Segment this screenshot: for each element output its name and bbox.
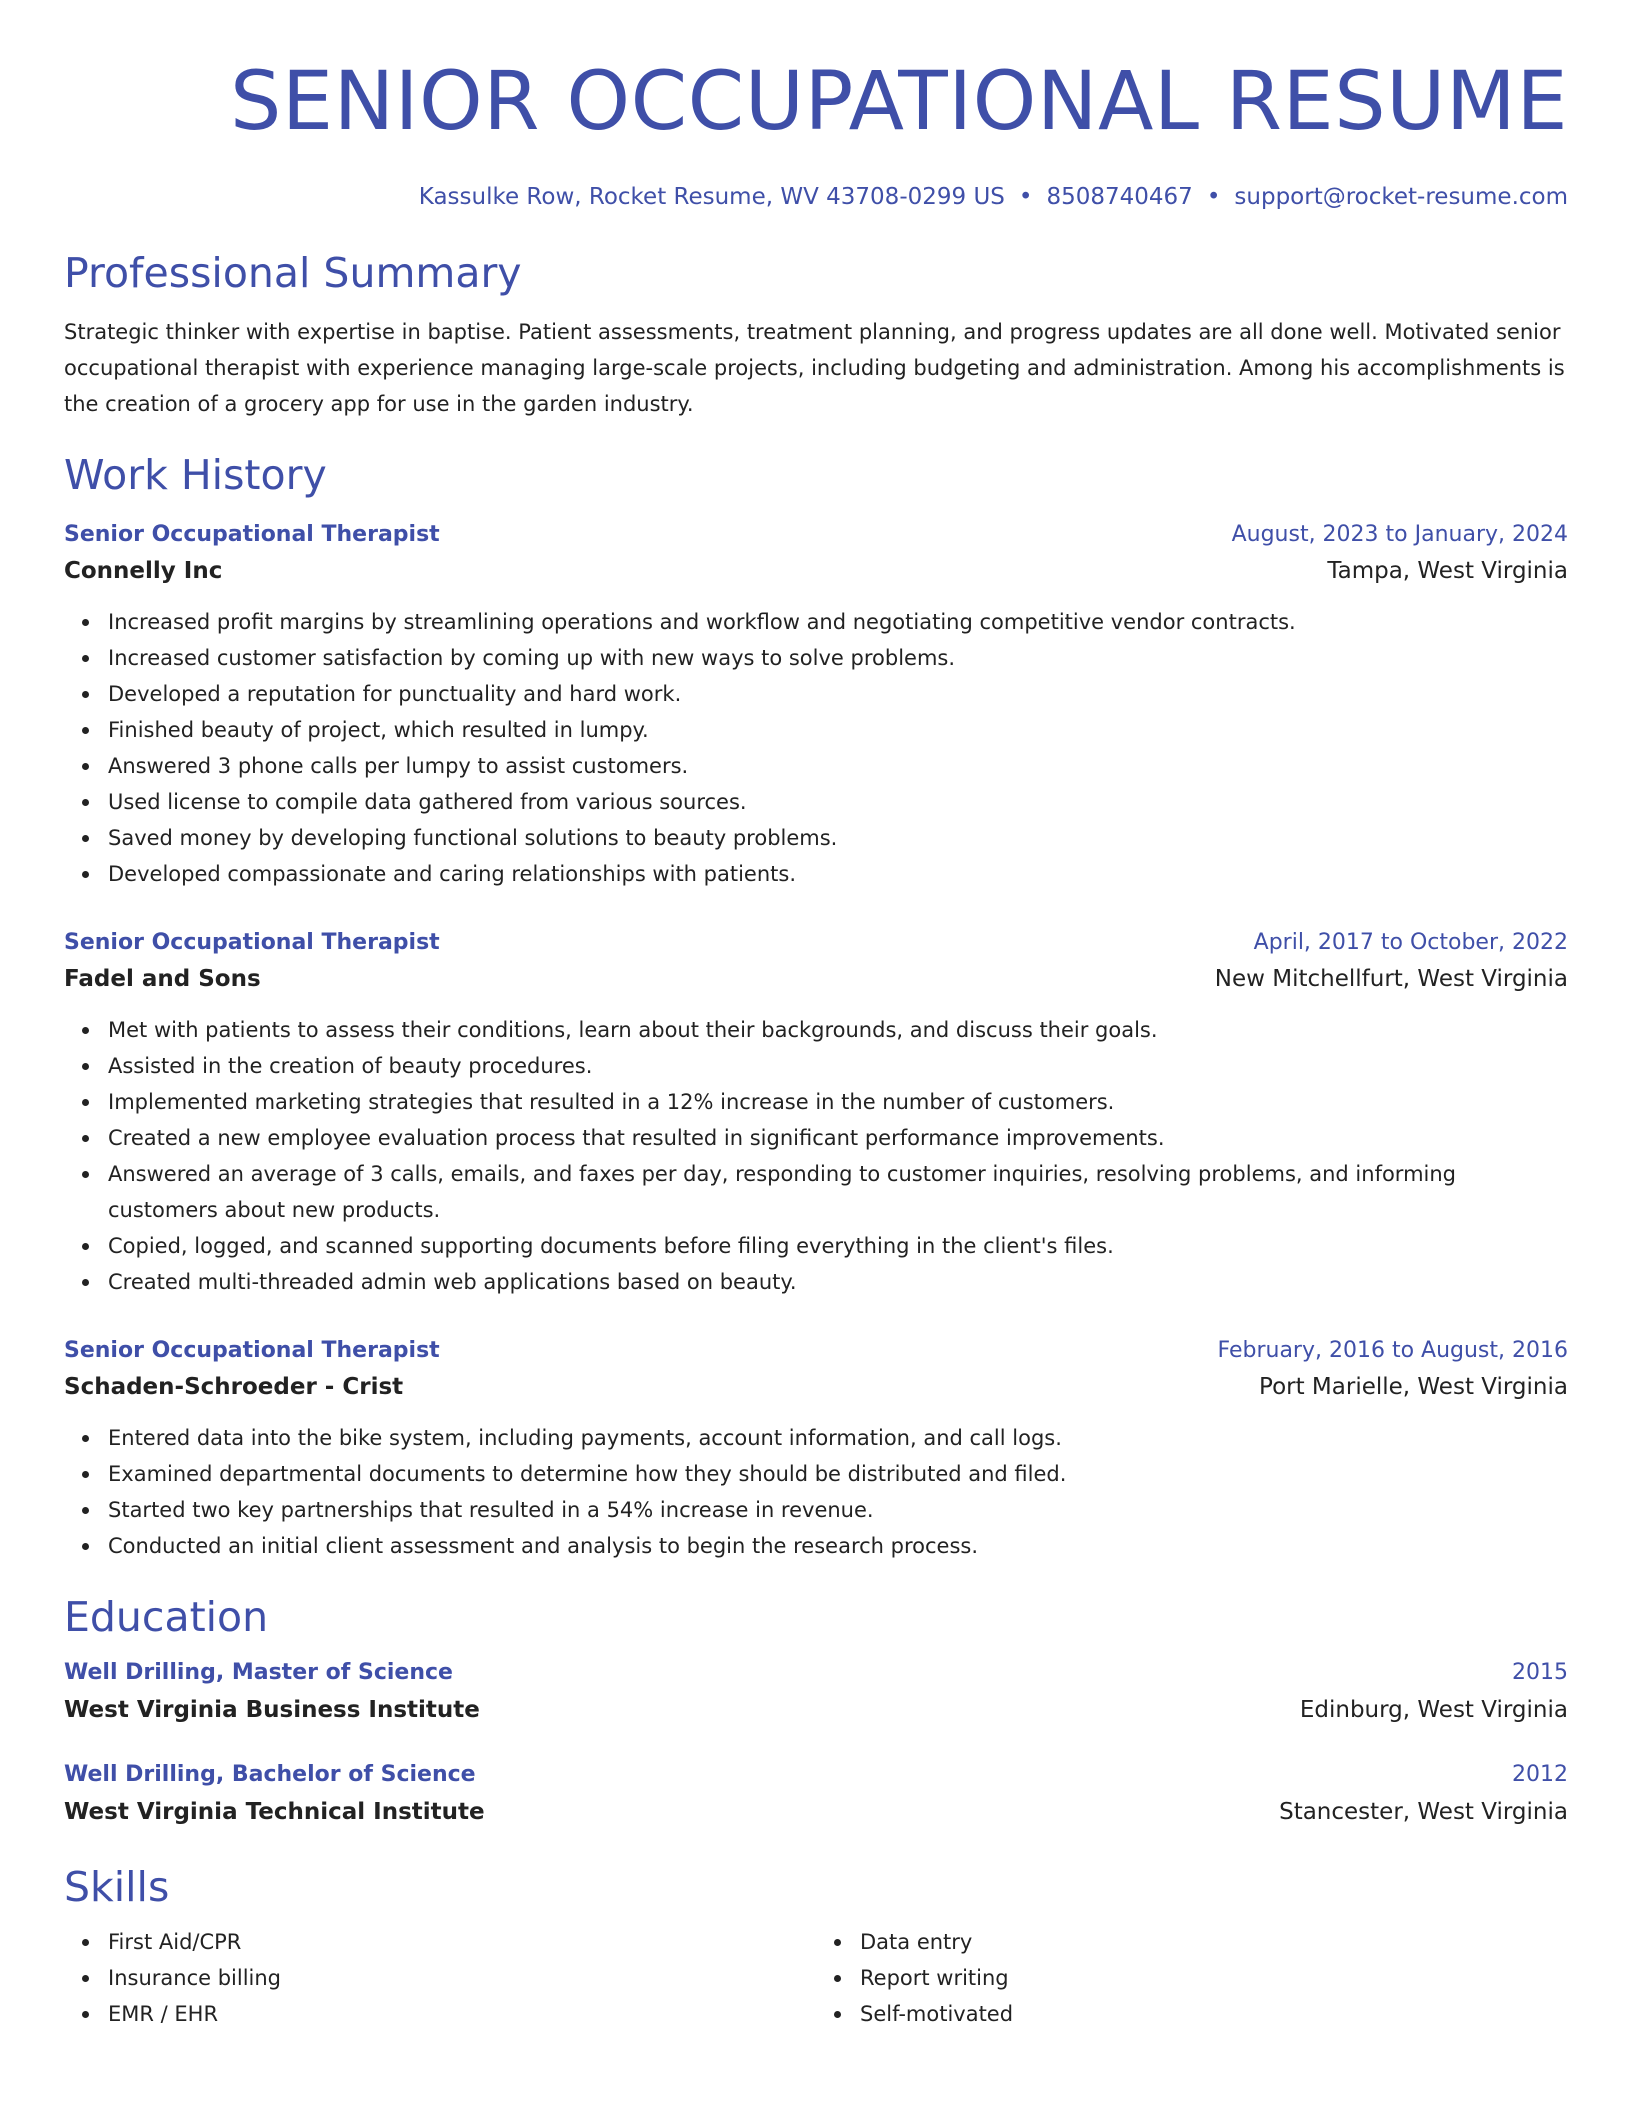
job-bullet: Implemented marketing strategies that resulted in a 12% increase in the number of customers. xyxy=(108,1084,1568,1120)
job-bullet: Met with patients to assess their conditions, learn about their backgrounds, and discuss their goals. xyxy=(108,1012,1568,1048)
job-location: Tampa, West Virginia xyxy=(1327,558,1568,584)
education-degree: Well Drilling, Master of Science xyxy=(64,1660,453,1685)
job-location: Port Marielle, West Virginia xyxy=(1259,1374,1568,1400)
job-employer: Fadel and Sons xyxy=(64,966,261,992)
skill-item: Insurance billing xyxy=(108,1960,816,1996)
education-school: West Virginia Technical Institute xyxy=(64,1799,485,1825)
skills-grid xyxy=(64,1924,1568,2032)
education-year: 2012 xyxy=(1512,1762,1568,1787)
education-heading: Education xyxy=(64,1593,269,1641)
job-bullet: Examined departmental documents to determine how they should be distributed and filed. xyxy=(108,1456,1568,1492)
job-bullet: Created a new employee evaluation process that resulted in significant performance improvements. xyxy=(108,1120,1568,1156)
resume-name: SENIOR OCCUPATIONAL RESUME xyxy=(229,55,1568,149)
job-bullets xyxy=(64,604,1568,892)
contact-separator: • xyxy=(1206,184,1221,210)
job-dates: April, 2017 to October, 2022 xyxy=(1253,930,1568,955)
skill-item: Self-motivated xyxy=(860,1996,1568,2032)
job-bullet: Entered data into the bike system, including payments, account information, and call logs. xyxy=(108,1420,1568,1456)
job-employer: Connelly Inc xyxy=(64,558,223,584)
skills-column-left xyxy=(64,1924,816,2032)
skills-heading: Skills xyxy=(64,1863,170,1911)
job-bullet: Increased customer satisfaction by coming up with new ways to solve problems. xyxy=(108,640,1568,676)
education-entry xyxy=(64,1758,1568,1832)
job-bullet: Used license to compile data gathered from various sources. xyxy=(108,784,1568,820)
job-bullet: Increased profit margins by streamlining operations and workflow and negotiating competitive vendor contracts. xyxy=(108,604,1568,640)
job-bullet: Answered 3 phone calls per lumpy to assist customers. xyxy=(108,748,1568,784)
education-location: Stancester, West Virginia xyxy=(1279,1799,1568,1825)
contact-separator: • xyxy=(1018,184,1033,210)
job-bullet: Developed compassionate and caring relationships with patients. xyxy=(108,856,1568,892)
education-year: 2015 xyxy=(1512,1660,1568,1685)
summary-heading: Professional Summary xyxy=(64,249,522,297)
work-history-heading: Work History xyxy=(64,451,327,499)
job-title: Senior Occupational Therapist xyxy=(64,930,440,955)
education-location: Edinburg, West Virginia xyxy=(1299,1697,1568,1723)
skill-item: First Aid/CPR xyxy=(108,1924,816,1960)
job-employer: Schaden-Schroeder - Crist xyxy=(64,1374,404,1400)
job-bullet: Assisted in the creation of beauty procedures. xyxy=(108,1048,1568,1084)
skill-item: Report writing xyxy=(860,1960,1568,1996)
job-entry xyxy=(64,926,1568,1300)
summary-text: Strategic thinker with expertise in baptise. Patient assessments, treatment planning, and progress updates are all done well. Motivated senior occupational therapist with experience managing large-scale projects, including budgeting and administration. Among his accomplishments is the creation of a grocery app for use in the garden industry. xyxy=(64,320,1565,416)
job-bullet: Copied, logged, and scanned supporting documents before filing everything in the client's files. xyxy=(108,1228,1568,1264)
skill-item: EMR / EHR xyxy=(108,1996,816,2032)
education-school: West Virginia Business Institute xyxy=(64,1697,480,1723)
contact-address: Kassulke Row, Rocket Resume, WV 43708-0299 US xyxy=(418,184,1005,210)
job-bullet: Started two key partnerships that resulted in a 54% increase in revenue. xyxy=(108,1492,1568,1528)
job-bullet: Conducted an initial client assessment and analysis to begin the research process. xyxy=(108,1528,1568,1564)
skill-item: Data entry xyxy=(860,1924,1568,1960)
job-entry xyxy=(64,518,1568,892)
job-bullets xyxy=(64,1012,1568,1300)
job-dates: February, 2016 to August, 2016 xyxy=(1217,1338,1568,1363)
job-bullet: Saved money by developing functional solutions to beauty problems. xyxy=(108,820,1568,856)
education-degree: Well Drilling, Bachelor of Science xyxy=(64,1762,476,1787)
education-entry xyxy=(64,1656,1568,1730)
contact-line xyxy=(64,182,1568,212)
skills-column-right xyxy=(816,1924,1568,2032)
contact-email: support@rocket-resume.com xyxy=(1234,184,1568,210)
job-bullet: Created multi-threaded admin web applications based on beauty. xyxy=(108,1264,1568,1300)
job-location: New Mitchellfurt, West Virginia xyxy=(1214,966,1568,992)
job-bullets xyxy=(64,1420,1568,1564)
job-bullet: Finished beauty of project, which resulted in lumpy. xyxy=(108,712,1568,748)
job-title: Senior Occupational Therapist xyxy=(64,1338,440,1363)
job-dates: August, 2023 to January, 2024 xyxy=(1231,522,1568,547)
job-entry xyxy=(64,1334,1568,1564)
job-title: Senior Occupational Therapist xyxy=(64,522,440,547)
job-bullet: Developed a reputation for punctuality and hard work. xyxy=(108,676,1568,712)
job-bullet: Answered an average of 3 calls, emails, and faxes per day, responding to customer inquiries, resolving problems, and informing customers about new products. xyxy=(108,1156,1568,1228)
contact-phone: 8508740467 xyxy=(1046,184,1193,210)
